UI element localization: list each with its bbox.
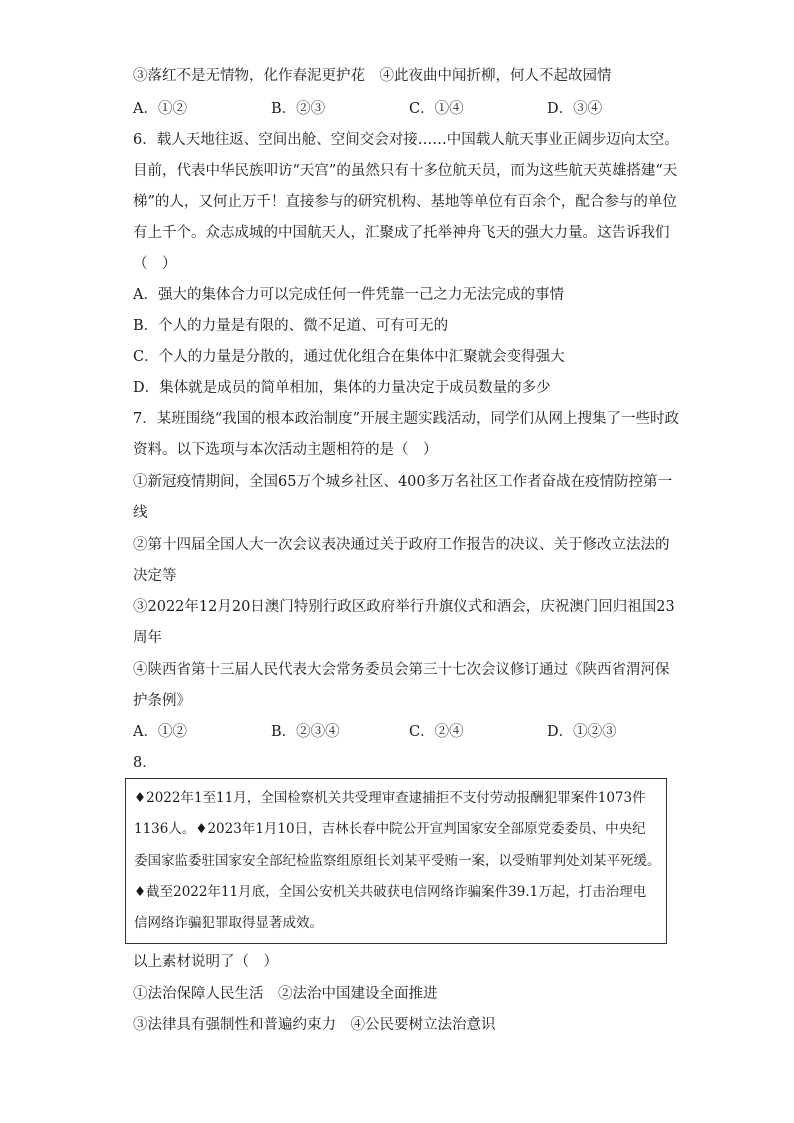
q7-option-a[interactable]: A．①② [133,724,187,740]
q8-material-line-2: 1136人。♦2023年1月10日，吉林长春中院公开宣判国家安全部原党委委员、中央纪 [134,821,646,837]
q7-statement-1-cont: 线 [133,505,148,521]
q5-statement-line: ③落红不是无情物，化作春泥更护花 ④此夜曲中闻折柳，何人不起故园情 [133,68,612,84]
q6-stem-line-1: 6．载人天地往返、空间出舱、空间交会对接……中国载人航天事业正阔步迈向太空。 [133,132,679,148]
q8-material-line-3: 委国家监委驻国家安全部纪检监察组原组长刘某平受贿一案，以受贿罪判处刘某平死缓。 [134,853,661,869]
q6-answer-bracket: （ ） [133,256,177,272]
q8-material-box [125,778,667,944]
q7-statement-1: ①新冠疫情期间，全国65万个城乡社区、400多万名社区工作者奋战在疫情防控第一 [133,474,673,490]
q7-option-d[interactable]: D．①②③ [547,724,617,740]
q5-option-b[interactable]: B．②③ [271,101,326,117]
q8-number: 8． [133,755,157,771]
q7-statement-4-cont: 护条例》 [133,693,191,709]
q7-option-c[interactable]: C．②④ [409,724,464,740]
q8-material-line-5: 信网络诈骗犯罪取得显著成效。 [134,915,323,931]
q7-statement-2: ②第十四届全国人大一次会议表决通过关于政府工作报告的决议、关于修改立法法的 [133,537,670,553]
q6-choice-c[interactable]: C．个人的力量是分散的，通过优化组合在集体中汇聚就会变得强大 [133,349,565,365]
q6-stem-line-2: 目前，代表中华民族叩访“天宫”的虽然只有十多位航天员，而为这些航天英雄搭建“天 [133,163,678,179]
q6-choice-a[interactable]: A．强大的集体合力可以完成任何一件凭靠一己之力无法完成的事情 [133,287,564,303]
q7-stem-line-1: 7．某班围绕“我国的根本政治制度”开展主题实践活动，同学们从网上搜集了一些时政 [133,411,680,427]
q7-statement-3: ③2022年12月20日澳门特别行政区政府举行升旗仪式和酒会，庆祝澳门回归祖国23 [133,599,675,615]
q7-option-b[interactable]: B．②③④ [271,724,340,740]
q8-material-line-4: ♦截至2022年11月底，全国公安机关共破获电信网络诈骗案件39.1万起，打击治理电 [134,884,647,900]
q8-material-line-1: ♦2022年1至11月，全国检察机关共受理审查逮捕拒不支付劳动报酬犯罪案件1073件 [134,790,646,806]
q6-choice-b[interactable]: B．个人的力量是有限的、微不足道、可有可无的 [133,318,449,334]
q7-stem-line-2: 资料。以下选项与本次活动主题相符的是（ ） [133,442,438,458]
q7-statement-4: ④陕西省第十三届人民代表大会常务委员会第三十七次会议修订通过《陕西省渭河保 [133,662,670,678]
q8-statements-line-2: ③法律具有强制性和普遍约束力 ④公民要树立法治意识 [133,1017,496,1033]
q5-option-d[interactable]: D．③④ [547,101,603,117]
q6-choice-d[interactable]: D．集体就是成员的简单相加，集体的力量决定于成员数量的多少 [133,380,551,396]
q6-stem-line-4: 有上千个。众志成城的中国航天人，汇聚成了托举神舟飞天的强大力量。这告诉我们 [133,225,670,241]
q5-option-a[interactable]: A．①② [133,101,187,117]
q5-option-c[interactable]: C．①④ [409,101,464,117]
q6-stem-line-3: 梯”的人，又何止万千！直接参与的研究机构、基地等单位有百余个，配合参与的单位 [133,194,677,210]
q7-statement-3-cont: 周年 [133,630,162,646]
q7-statement-2-cont: 决定等 [133,568,177,584]
q8-question: 以上素材说明了（ ） [133,954,278,970]
q8-statements-line-1: ①法治保障人民生活 ②法治中国建设全面推进 [133,986,438,1002]
